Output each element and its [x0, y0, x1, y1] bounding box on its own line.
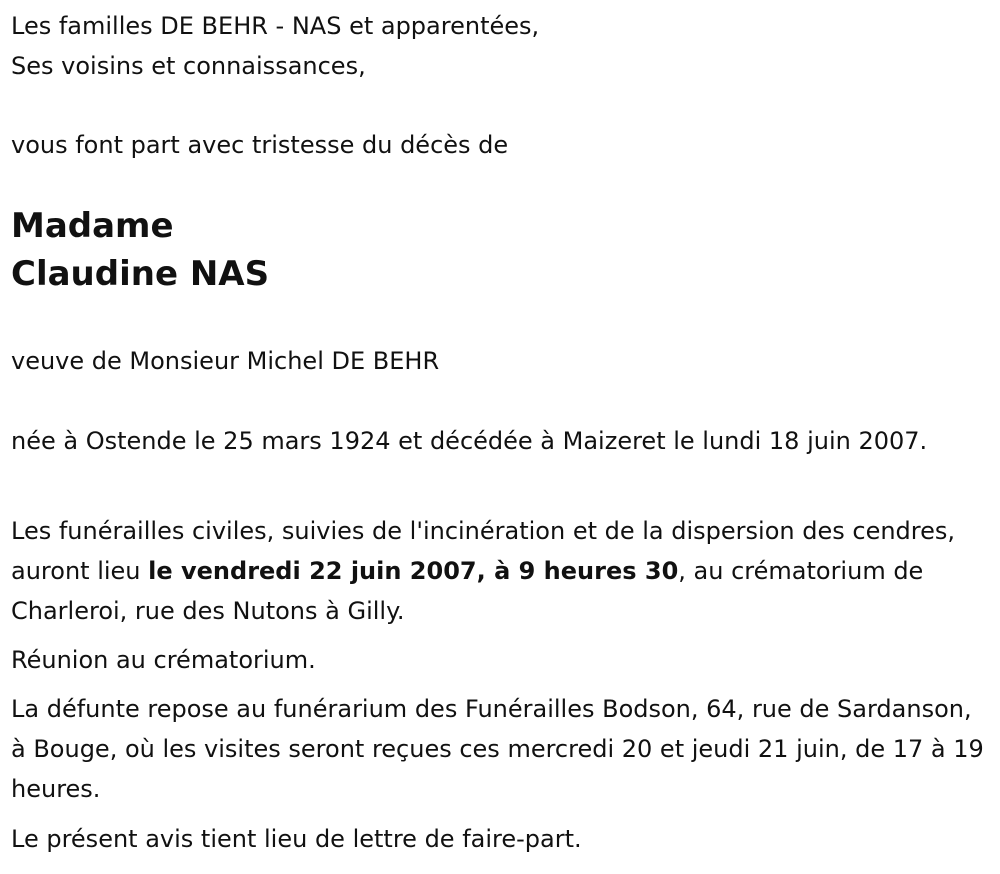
funeral-text-before: Les funérailles civiles, suivies de l'incinération et de la dispersion des cendres, auront lieu [11, 517, 956, 585]
funeral-date-time: le vendredi 22 juin 2007, à 9 heures 30 [148, 557, 679, 585]
intro-announcement: vous font part avec tristesse du décès de [11, 131, 509, 159]
funeral-text-after: , au crématorium de Charleroi, rue des Nutons à Gilly. [11, 557, 924, 625]
closing-line: Le présent avis tient lieu de lettre de faire-part. [11, 825, 582, 853]
intro-neighbours: Ses voisins et connaissances, [11, 52, 366, 80]
birth-death-paragraph: née à Ostende le 25 mars 1924 et décédée à Maizeret le lundi 18 juin 2007. [11, 427, 928, 455]
intro-families: Les familles DE BEHR - NAS et apparentées, [11, 12, 540, 40]
viewing-paragraph: La défunte repose au funérarium des Funérailles Bodson, 64, rue de Sardanson, à Bouge, où les visites seront reçues ces mercredi 20 et jeudi 21 juin, de 17 à 19 heures. [11, 695, 984, 803]
funeral-paragraph [11, 511, 986, 631]
deceased-name: Claudine NAS [11, 254, 270, 294]
reunion-line: Réunion au crématorium. [11, 646, 316, 674]
deceased-title: Madame [11, 206, 174, 246]
widow-of: veuve de Monsieur Michel DE BEHR [11, 347, 440, 375]
